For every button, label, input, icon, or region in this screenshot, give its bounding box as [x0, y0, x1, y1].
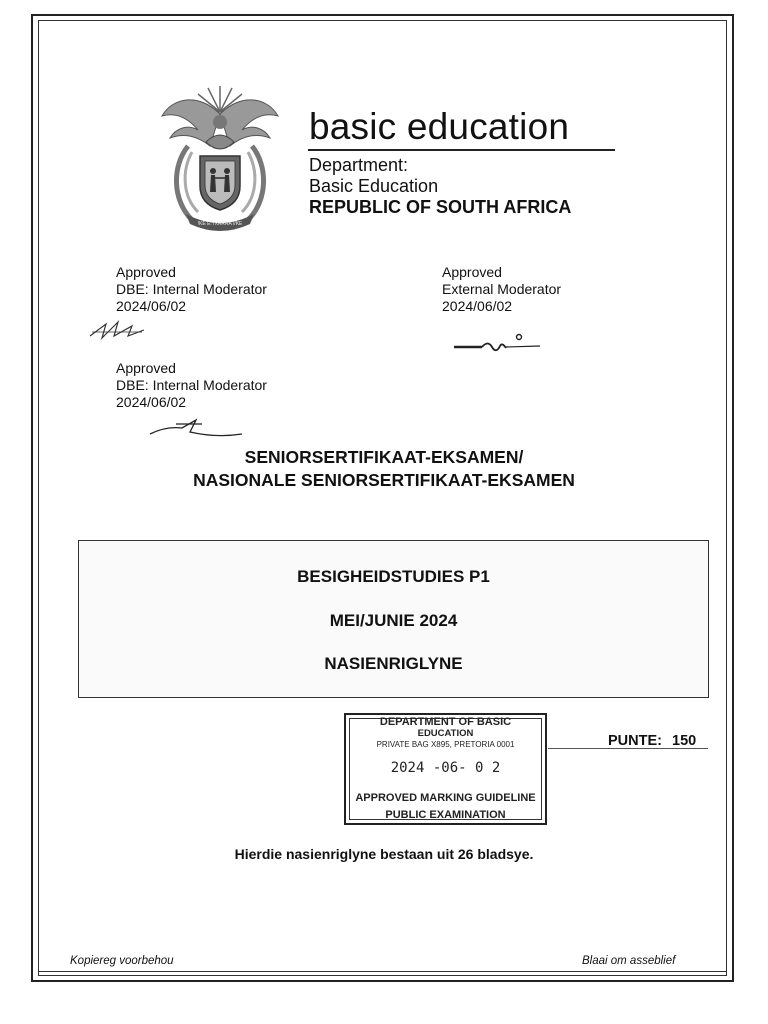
department-label: Department: [309, 155, 409, 175]
approval-role: DBE: Internal Moderator [116, 377, 267, 393]
svg-text:!KE E: /XARRA //KE: !KE E: /XARRA //KE [197, 221, 243, 227]
approval-internal-1 [116, 264, 267, 315]
exam-session: MEI/JUNIE 2024 [329, 611, 458, 630]
total-marks [608, 733, 696, 749]
brand-underline [308, 149, 615, 151]
approval-status: Approved [116, 264, 176, 280]
marks-value: 150 [672, 733, 697, 749]
footer-copyright: Kopiereg voorbehou [70, 955, 174, 967]
signature-internal-1 [88, 318, 148, 342]
subject-name: BESIGHEIDSTUDIES P1 [297, 567, 490, 586]
stamp-line-4: APPROVED MARKING GUIDELINE [355, 792, 536, 804]
page-count-note: Hierdie nasienriglyne bestaan uit 26 bladsye. [234, 846, 534, 862]
approval-date: 2024/06/02 [116, 394, 187, 410]
approval-status: Approved [116, 360, 176, 376]
document-type: NASIENRIGLYNE [324, 654, 463, 673]
footer-turn-over: Blaai om asseblief [582, 955, 676, 967]
approval-internal-2 [116, 360, 267, 411]
approval-date: 2024/06/02 [442, 298, 513, 314]
approval-role: DBE: Internal Moderator [116, 281, 267, 297]
exam-title-line-2: NASIONALE SENIORSERTIFIKAAT-EKSAMEN [193, 470, 575, 490]
exam-title-line-1: SENIORSERTIFIKAAT-EKSAMEN/ [244, 447, 524, 467]
brand-title: basic education [309, 106, 570, 147]
marks-label: PUNTE: [608, 733, 662, 749]
department-name: Basic Education [309, 176, 439, 196]
stamp-line-2: EDUCATION [417, 728, 474, 739]
approval-external [442, 264, 561, 315]
coat-of-arms-logo [158, 82, 282, 232]
approval-stamp [344, 713, 547, 825]
stamp-line-5: PUBLIC EXAMINATION [385, 809, 506, 821]
approval-status: Approved [442, 264, 502, 280]
country-name: REPUBLIC OF SOUTH AFRICA [309, 197, 572, 217]
approval-date: 2024/06/02 [116, 298, 187, 314]
stamp-line-3: PRIVATE BAG X895, PRETORIA 0001 [376, 740, 515, 749]
signature-external [452, 332, 544, 356]
subject-box [78, 540, 709, 698]
approval-role: External Moderator [442, 281, 562, 297]
stamp-date: 2024 -06- 0 2 [390, 760, 501, 776]
signature-internal-2 [146, 414, 246, 440]
footer-rule [38, 971, 727, 972]
stamp-line-1: DEPARTMENT OF BASIC [379, 716, 512, 728]
